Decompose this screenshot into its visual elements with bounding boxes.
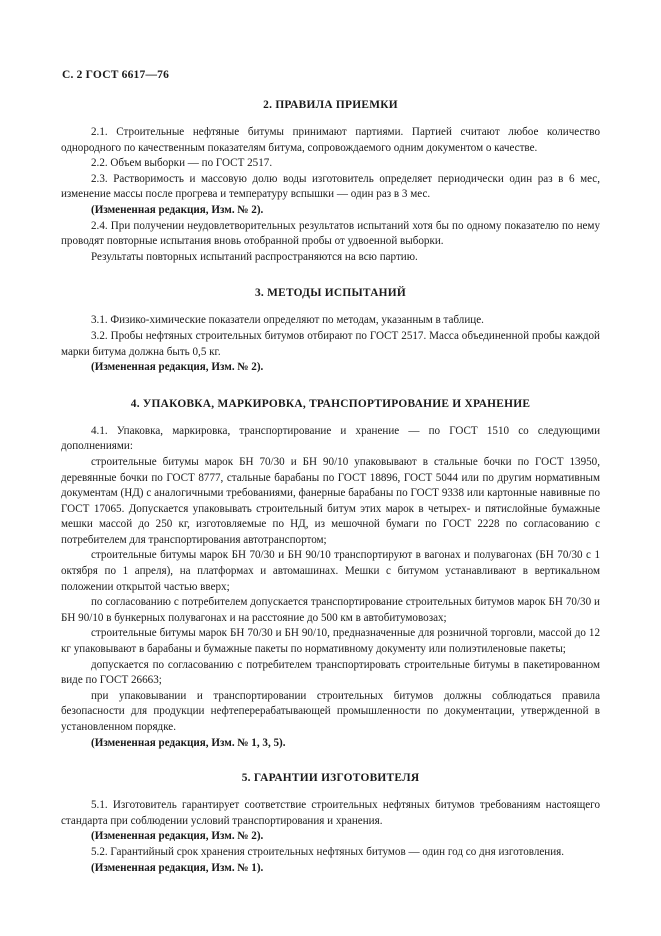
paragraph-4-safety: при упаковывании и транспортировании строительных битумов должны соблюдаться правила безопасности для продукции нефтеперерабатывающей промышленности по документации, утвержденной в установленном порядке. <box>61 689 600 733</box>
paragraph-4-1: 4.1. Упаковка, маркировка, транспортирование и хранение — по ГОСТ 1510 со следующими дополнениями: <box>61 424 600 453</box>
section-3 <box>61 285 600 375</box>
section-4 <box>61 396 600 751</box>
paragraph-5-1: 5.1. Изготовитель гарантирует соответствие строительных нефтяных битумов требованиям настоящего стандарта при соблюдении условий транспортирования и хранения. <box>61 799 600 827</box>
paragraph-2-2: 2.2. Объем выборки — по ГОСТ 2517. <box>91 157 273 170</box>
document-body <box>61 97 600 876</box>
amendment-note: (Измененная редакция, Изм. № 1, 3, 5). <box>91 736 286 749</box>
paragraph-2-3: 2.3. Растворимость и массовую долю воды изготовитель определяет периодически один раз в 6 мес, изменение массы после прогрева и температуру вспышки — один раз в 3 мес. <box>61 172 600 201</box>
section-2 <box>61 97 600 265</box>
paragraph-2-4-results: Результаты повторных испытаний распространяются на всю партию. <box>91 250 418 263</box>
amendment-note: (Измененная редакция, Изм. № 2). <box>91 830 264 843</box>
amendment-note: (Измененная редакция, Изм. № 2). <box>91 361 264 374</box>
paragraph-2-1: 2.1. Строительные нефтяные битумы принимают партиями. Партией считают любое количество однородного по качественным показателям битума, сопровождаемого одним документом о качестве. <box>61 126 600 154</box>
paragraph-4-retail: строительные битумы марок БН 70/30 и БН 90/10, предназначенные для розничной торговли, массой до 12 кг упаковывают в барабаны и бумажные пакеты по нормативному документу или полиэтиленовые пакеты; <box>61 627 600 656</box>
paragraph-3-1: 3.1. Физико-химические показатели определяют по методам, указанным в таблице. <box>91 314 484 327</box>
paragraph-2-4: 2.4. При получении неудовлетворительных результатов испытаний хотя бы по одному показателю по нему проводят повторные испытания вновь отобранной пробы от удвоенной выборки. <box>61 219 600 248</box>
section-5 <box>61 770 600 876</box>
amendment-note: (Измененная редакция, Изм. № 2). <box>91 203 264 216</box>
paragraph-4-packaging: строительные битумы марок БН 70/30 и БН 90/10 упаковывают в стальные бочки по ГОСТ 13950, деревянные бочки по ГОСТ 8777, стальные барабаны по ГОСТ 18896, ГОСТ 5044 или по другим нормативным документам (НД) с аналогичными требованиями, фанерные барабаны по ГОСТ 9338 или картонные навивные по ГОСТ 17065. Допускается упаковывать строительный битум этих марок в четырех- и пятислойные бумажные мешки массой до 250 кг, изготовляемые по НД, из мешочной бумаги по ГОСТ 2228 по согласованию с потребителем для транспортирования автотранспортом; <box>61 455 600 546</box>
section-5-heading: 5. ГАРАНТИИ ИЗГОТОВИТЕЛЯ <box>241 772 420 785</box>
section-3-heading: 3. МЕТОДЫ ИСПЫТАНИЙ <box>254 287 407 300</box>
paragraph-4-packaged: допускается по согласованию с потребителем транспортировать строительные битумы в пакетированном виде по ГОСТ 26663; <box>61 658 600 687</box>
paragraph-4-bunker: по согласованию с потребителем допускается транспортирование строительных битумов марок БН 70/30 и БН 90/10 в бункерных полувагонах и на расстояние до 500 км в автобитумовозах; <box>61 596 600 624</box>
paragraph-3-2: 3.2. Пробы нефтяных строительных битумов отбирают по ГОСТ 2517. Масса объединенной пробы каждой марки битума должна быть 0,5 кг. <box>61 329 600 358</box>
paragraph-5-2: 5.2. Гарантийный срок хранения строительных нефтяных битумов — один год со дня изготовления. <box>91 845 565 858</box>
amendment-note: (Измененная редакция, Изм. № 1). <box>91 861 264 874</box>
paragraph-4-transport: строительные битумы марок БН 70/30 и БН 90/10 транспортируют в вагонах и полувагонах (БН 70/30 с 1 октября по 1 апреля), на платформах и автомашинах. Мешки с битумом устанавливают в вертикальном положении открытой частью вверх; <box>61 549 600 593</box>
section-4-heading: 4. УПАКОВКА, МАРКИРОВКА, ТРАНСПОРТИРОВАНИЕ И ХРАНЕНИЕ <box>130 397 531 410</box>
page-header: С. 2 ГОСТ 6617—76 <box>62 69 170 81</box>
section-2-heading: 2. ПРАВИЛА ПРИЕМКИ <box>263 99 398 111</box>
